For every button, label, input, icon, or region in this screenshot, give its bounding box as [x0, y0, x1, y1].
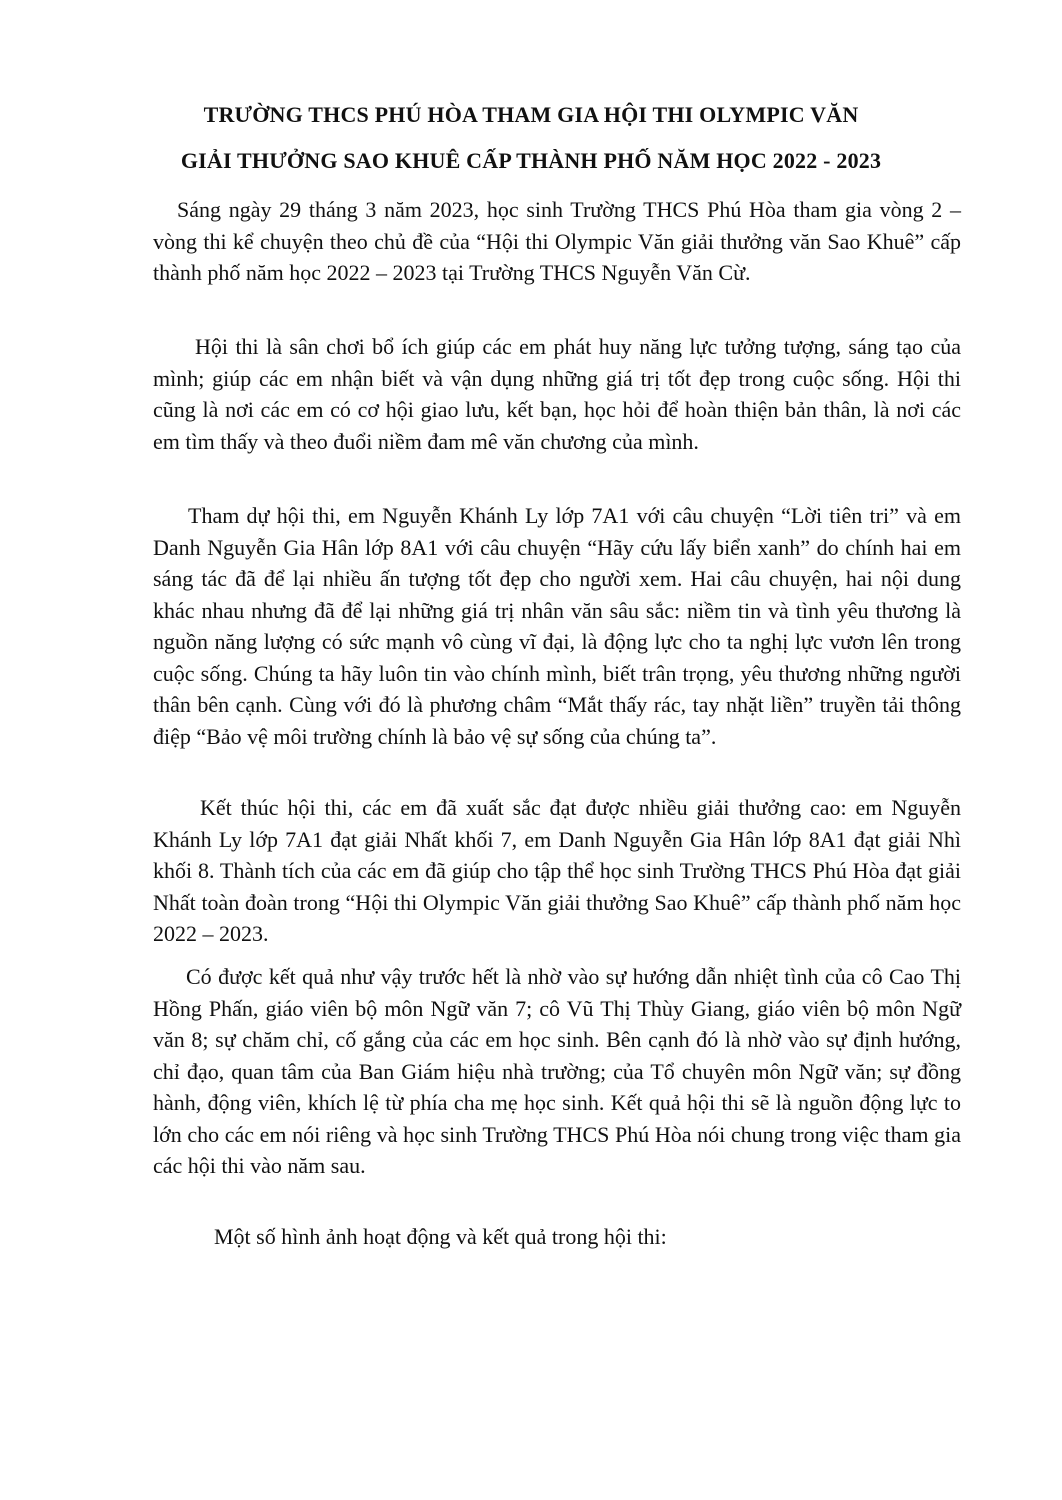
paragraph-photos-caption: Một số hình ảnh hoạt động và kết quả trong hội thi:	[214, 1224, 667, 1249]
paragraph-intro: Sáng ngày 29 tháng 3 năm 2023, học sinh Trường THCS Phú Hòa tham gia vòng 2 – vòng thi kể chuyện theo chủ đề của “Hội thi Olympic Văn giải thưởng văn Sao Khuê” cấp thành phố năm học 2022 – 2023 tại Trường THCS Nguyễn Văn Cừ.	[153, 197, 961, 285]
paragraph-results: Kết thúc hội thi, các em đã xuất sắc đạt được nhiều giải thưởng cao: em Nguyễn Khánh Ly lớp 7A1 đạt giải Nhất khối 7, em Danh Nguyễn Gia Hân lớp 8A1 đạt giải Nhì khối 8. Thành tích của các em đã giúp cho tập thể học sinh Trường THCS Phú Hòa đạt giải Nhất toàn đoàn trong “Hội thi Olympic Văn giải thưởng Sao Khuê” cấp thành phố năm học 2022 – 2023.	[153, 795, 961, 946]
paragraph-participation: Tham dự hội thi, em Nguyễn Khánh Ly lớp 7A1 với câu chuyện “Lời tiên tri” và em Danh Nguyễn Gia Hân lớp 8A1 với câu chuyện “Hãy cứu lấy biển xanh” do chính hai em sáng tác đã để lại nhiều ấn tượng tốt đẹp cho người xem. Hai câu chuyện, hai nội dung khác nhau nhưng đã để lại những giá trị nhân văn sâu sắc: niềm tin và tình yêu thương là nguồn năng lượng có sức mạnh vô cùng vĩ đại, là động lực cho ta nghị lực vươn lên trong cuộc sống. Chúng ta hãy luôn tin vào chính mình, biết trân trọng, yêu thương những người thân bên cạnh. Cùng với đó là phương châm “Mắt thấy rác, tay nhặt liền” truyền tải thông điệp “Bảo vệ môi trường chính là bảo vệ sự sống của chúng ta”.	[153, 503, 961, 749]
paragraph-acknowledgement: Có được kết quả như vậy trước hết là nhờ vào sự hướng dẫn nhiệt tình của cô Cao Thị Hồng Phấn, giáo viên bộ môn Ngữ văn 7; cô Vũ Thị Thùy Giang, giáo viên bộ môn Ngữ văn 8; sự chăm chỉ, cố gắng của các em học sinh. Bên cạnh đó là nhờ vào sự định hướng, chỉ đạo, quan tâm của Ban Giám hiệu nhà trường; của Tổ chuyên môn Ngữ văn; sự đồng hành, động viên, khích lệ từ phía cha mẹ học sinh. Kết quả hội thi sẽ là nguồn động lực to lớn cho các em nói riêng và học sinh Trường THCS Phú Hòa nói chung trong việc tham gia các hội thi vào năm sau.	[153, 964, 961, 1178]
paragraph-purpose: Hội thi là sân chơi bổ ích giúp các em phát huy năng lực tưởng tượng, sáng tạo của mình; giúp các em nhận biết và vận dụng những giá trị tốt đẹp trong cuộc sống. Hội thi cũng là nơi các em có cơ hội giao lưu, kết bạn, học hỏi để hoàn thiện bản thân, là nơi các em tìm thấy và theo đuổi niềm đam mê văn chương của mình.	[153, 334, 961, 454]
document-title-line-1: TRƯỜNG THCS PHÚ HÒA THAM GIA HỘI THI OLYMPIC VĂN	[203, 102, 859, 127]
document-title-line-2: GIẢI THƯỞNG SAO KHUÊ CẤP THÀNH PHỐ NĂM HỌC 2022 - 2023	[180, 148, 882, 173]
